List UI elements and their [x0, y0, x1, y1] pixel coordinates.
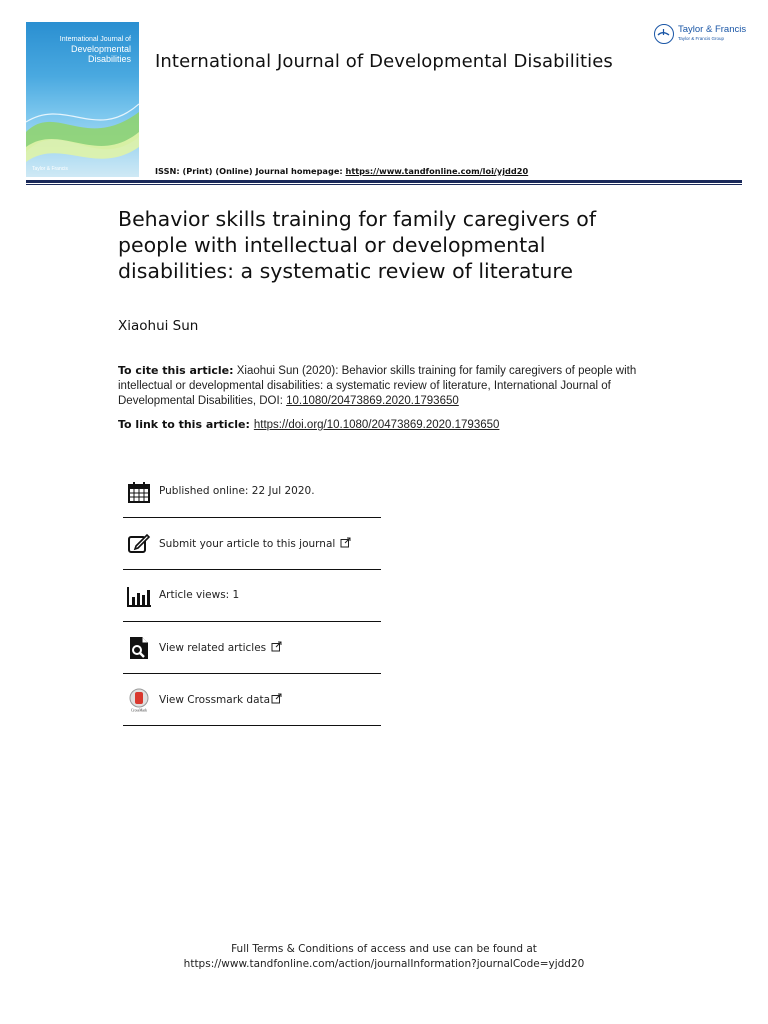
- article-doi-link[interactable]: https://doi.org/10.1080/20473869.2020.1793650: [253, 419, 500, 431]
- article-link-block: [118, 418, 499, 431]
- crossmark-label: View Crossmark data: [159, 694, 271, 706]
- info-label: [159, 537, 351, 550]
- journal-title: International Journal of Developmental Disabilities: [155, 51, 613, 72]
- footer-terms-text: Full Terms & Conditions of access and use can be found at: [231, 943, 537, 955]
- info-row-submit[interactable]: [123, 518, 381, 570]
- citation-block: [118, 363, 658, 409]
- info-row-views: [123, 570, 381, 622]
- submit-article-label: Submit your article to this journal: [159, 538, 336, 550]
- cover-title-line2: Developmental: [70, 44, 131, 54]
- info-label: Article views: 1: [159, 589, 240, 601]
- publisher-name: Taylor & Francis: [678, 24, 747, 35]
- citation-label: To cite this article:: [118, 364, 234, 377]
- cover-wave-graphic: [26, 92, 139, 177]
- article-title: Behavior skills training for family caregivers of people with intellectual or developmental disabilities: a systematic review of literature: [118, 207, 597, 283]
- article-link-label: To link to this article:: [118, 418, 250, 431]
- info-row-published: [123, 466, 381, 518]
- external-link-icon: [271, 641, 282, 652]
- related-articles-label: View related articles: [159, 642, 267, 654]
- crossmark-icon-text: CrossMark: [131, 708, 147, 712]
- citation-text: Xiaohui Sun (2020): Behavior skills training for family caregivers of people with intellectual or developmental disabilities: a systematic review of literature, International Journal of Developmental Disabilities, DOI:: [118, 365, 637, 407]
- citation-doi-link[interactable]: 10.1080/20473869.2020.1793650: [286, 395, 459, 407]
- cover-title-line3: Disabilities: [87, 54, 131, 64]
- issn-line: [155, 166, 528, 176]
- publisher-sub: Taylor & Francis Group: [678, 36, 725, 41]
- crossmark-icon: [127, 688, 151, 712]
- bar-chart-icon: [127, 584, 151, 608]
- footer-terms-link[interactable]: https://www.tandfonline.com/action/journalInformation?journalCode=yjdd20: [183, 958, 585, 970]
- cover-title: [60, 36, 131, 64]
- external-link-icon: [340, 537, 351, 548]
- journal-homepage-link[interactable]: https://www.tandfonline.com/loi/yjdd20: [345, 166, 529, 176]
- info-row-crossmark[interactable]: [123, 674, 381, 726]
- external-link-icon: [271, 693, 282, 704]
- info-label: [159, 641, 282, 654]
- cover-publisher-mark: Taylor & Francis: [32, 166, 68, 172]
- cover-title-line1: International Journal of: [59, 36, 131, 43]
- info-label: [159, 693, 282, 706]
- calendar-icon: [127, 480, 151, 504]
- header-divider-thin: [26, 184, 742, 185]
- document-search-icon: [127, 636, 151, 660]
- journal-cover-image: [26, 22, 139, 177]
- footer: [0, 942, 768, 972]
- article-author: Xiaohui Sun: [118, 318, 199, 334]
- publisher-logo-icon: [654, 24, 674, 44]
- taylor-francis-logo[interactable]: [654, 22, 746, 48]
- info-label: Published online: 22 Jul 2020.: [159, 485, 315, 497]
- edit-icon: [127, 532, 151, 556]
- issn-text: ISSN: (Print) (Online) Journal homepage:: [155, 166, 346, 176]
- header-divider: [26, 180, 742, 183]
- info-row-related[interactable]: [123, 622, 381, 674]
- article-info-list: [123, 466, 381, 726]
